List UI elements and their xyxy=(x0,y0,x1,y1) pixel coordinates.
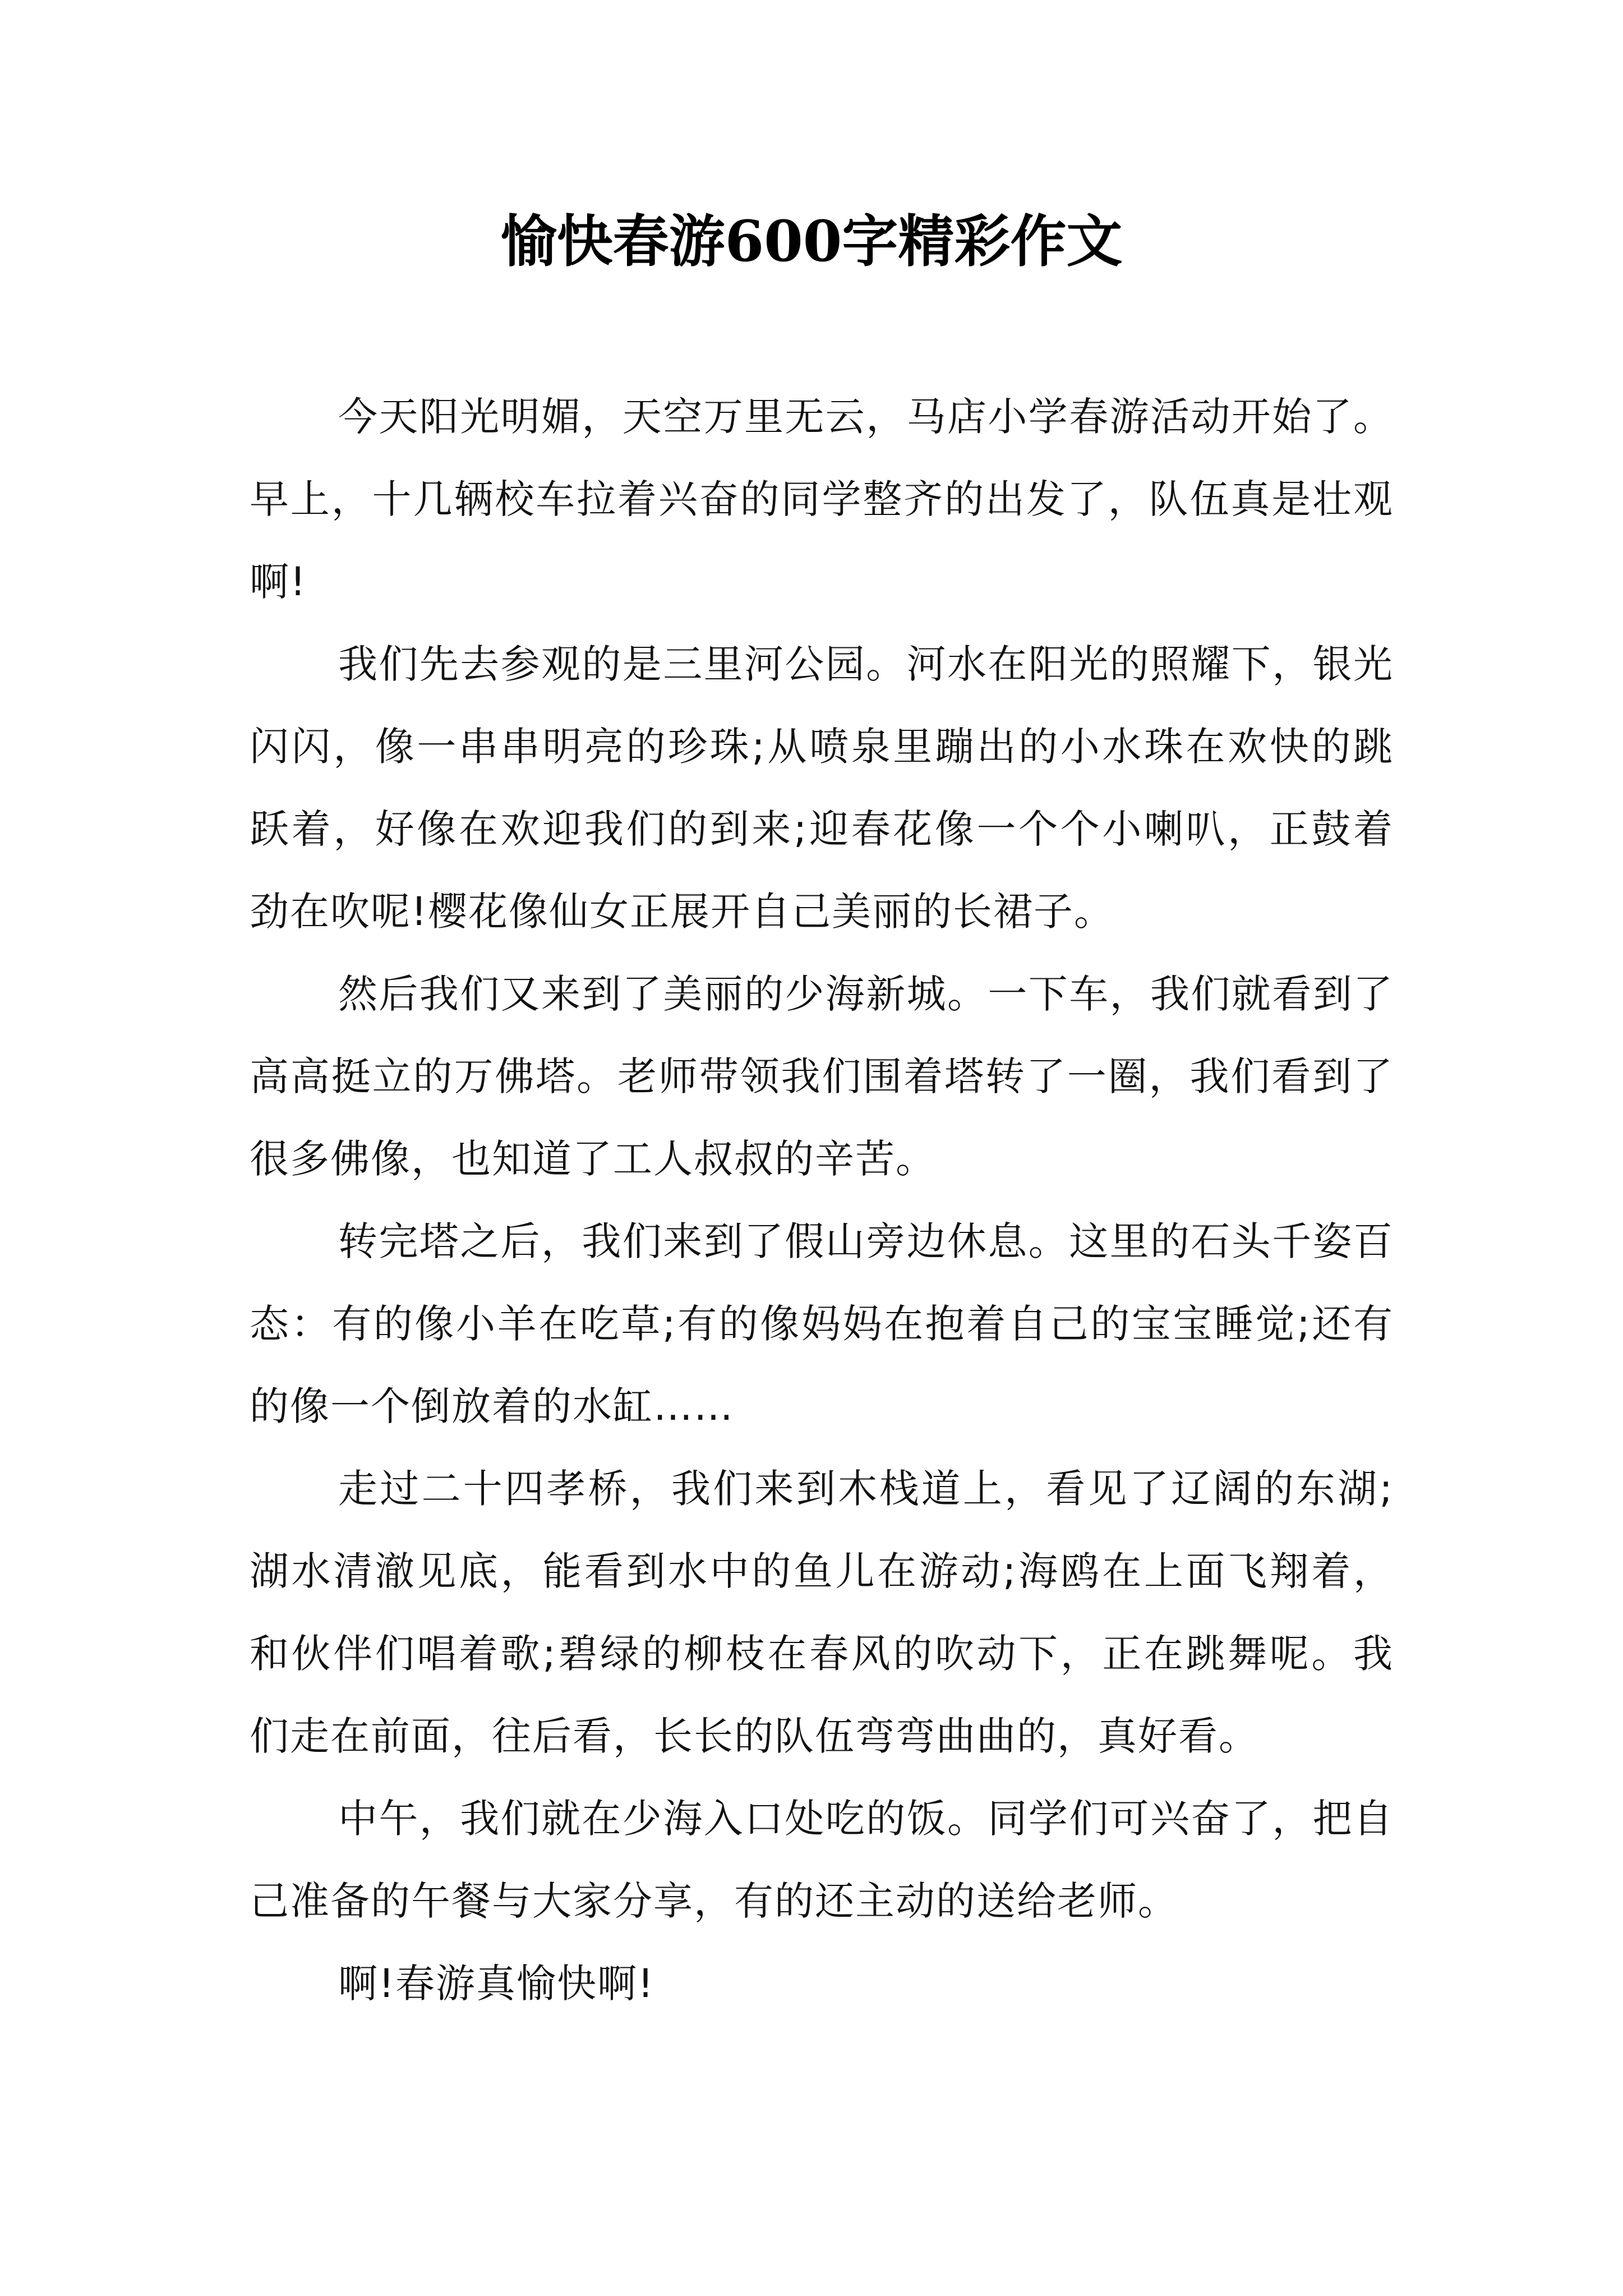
paragraph-2: 我们先去参观的是三里河公园。河水在阳光的照耀下，银光闪闪，像一串串明亮的珍珠;从喷泉里蹦出的小水珠在欢快的跳跃着，好像在欢迎我们的到来;迎春花像一个个小喇叭，正鼓着劲在吹呢!樱花像仙女正展开自己美丽的长裙子。 xyxy=(250,641,1394,935)
paragraph-7: 啊!春游真愉快啊! xyxy=(338,1961,655,2007)
paragraph-3: 然后我们又来到了美丽的少海新城。一下车，我们就看到了高高挺立的万佛塔。老师带领我们围着塔转了一圈，我们看到了很多佛像，也知道了工人叔叔的辛苦。 xyxy=(250,971,1394,1182)
document-title: 愉快春游600字精彩作文 xyxy=(500,208,1123,274)
paragraph-5: 走过二十四孝桥，我们来到木栈道上，看见了辽阔的东湖;湖水清澈见底，能看到水中的鱼儿在游动;海鸥在上面飞翔着，和伙伴们唱着歌;碧绿的柳枝在春风的吹动下，正在跳舞呢。我们走在前面，往后看，长长的队伍弯弯曲曲的，真好看。 xyxy=(250,1466,1394,1759)
document-body xyxy=(250,376,1394,2025)
paragraph-1: 今天阳光明媚，天空万里无云，马店小学春游活动开始了。早上，十几辆校车拉着兴奋的同学整齐的出发了，队伍真是壮观啊! xyxy=(250,394,1394,605)
paragraph-4: 转完塔之后，我们来到了假山旁边休息。这里的石头千姿百态：有的像小羊在吃草;有的像妈妈在抱着自己的宝宝睡觉;还有的像一个倒放着的水缸…… xyxy=(250,1218,1394,1429)
paragraph-6: 中午，我们就在少海入口处吃的饭。同学们可兴奋了，把自己准备的午餐与大家分享，有的还主动的送给老师。 xyxy=(250,1796,1394,1924)
